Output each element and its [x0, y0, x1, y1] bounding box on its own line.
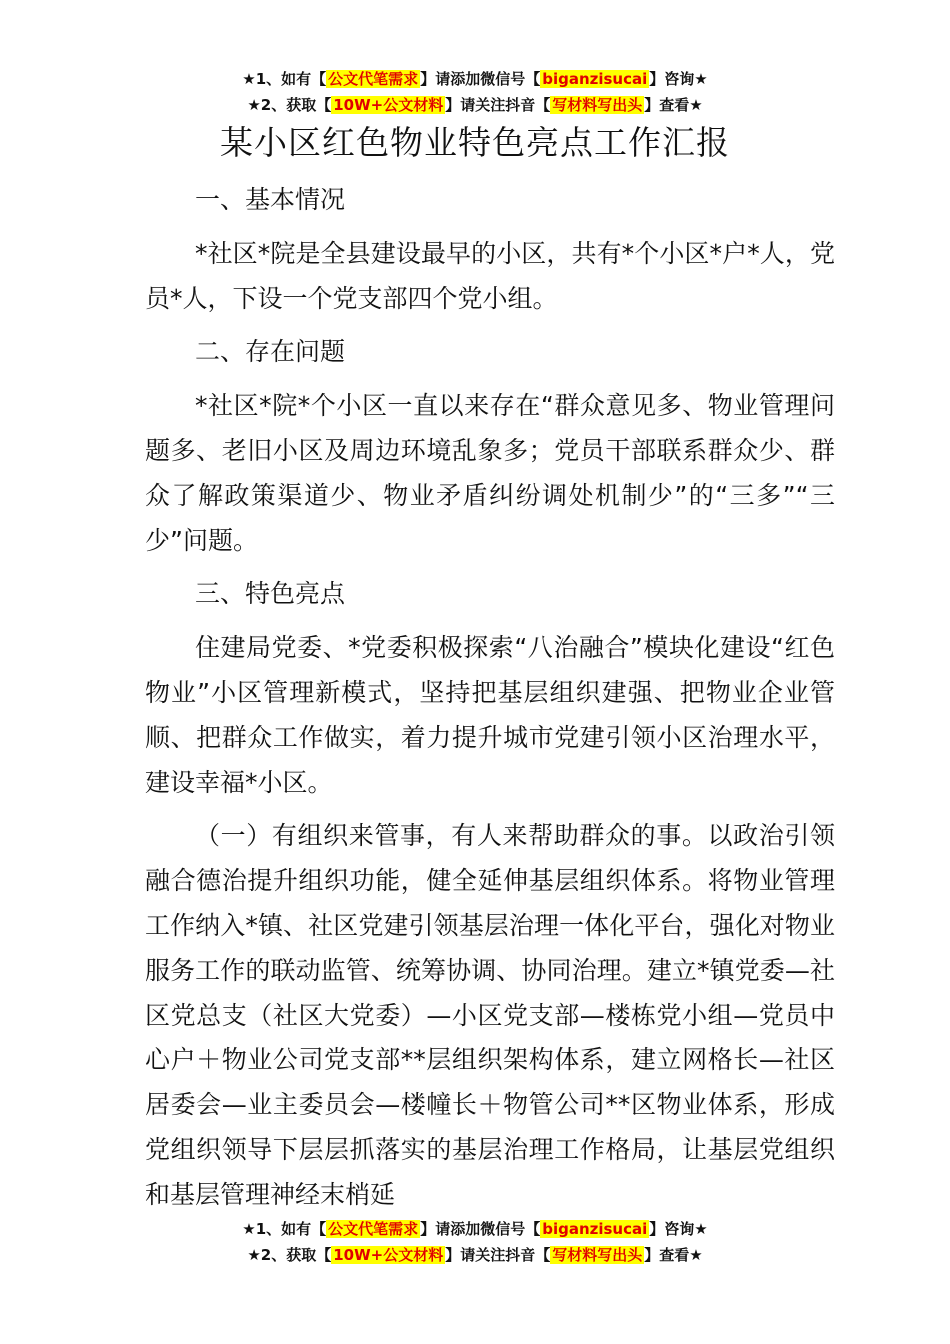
promo-banner-top	[0, 66, 950, 118]
paragraph: *社区*院*个小区一直以来存在“群众意见多、物业管理问题多、老旧小区及周边环境乱象多；党员干部联系群众少、群众了解政策渠道少、物业矛盾纠纷调处机制少”的“三多”“三少”问题。	[145, 391, 835, 555]
promo-highlight: biganzisucai	[542, 1220, 648, 1238]
paragraph: *社区*院是全县建设最早的小区，共有*个小区*户*人，党员*人，下设一个党支部四个党小组。	[145, 238, 835, 313]
promo-text: ★2、获取【	[247, 1246, 332, 1264]
promo-text: 】咨询★	[649, 1220, 708, 1238]
promo-line-2	[0, 1242, 950, 1268]
promo-highlight: 公文代笔需求	[328, 1220, 419, 1238]
promo-text: 】咨询★	[649, 70, 708, 88]
promo-text: ★1、如有【	[242, 1220, 327, 1238]
promo-highlight: biganzisucai	[542, 70, 648, 88]
promo-text: 】请关注抖音【	[445, 1246, 551, 1264]
promo-line-1	[0, 66, 950, 92]
promo-highlight: 写材料写出头	[552, 1246, 643, 1264]
promo-highlight: 10W+公文材料	[333, 1246, 444, 1264]
promo-text: 】查看★	[644, 96, 703, 114]
section-heading: 一、基本情况	[195, 185, 346, 214]
promo-line-1	[0, 1216, 950, 1242]
paragraph: （一）有组织来管事，有人来帮助群众的事。以政治引领融合德治提升组织功能，健全延伸基层组织体系。将物业管理工作纳入*镇、社区党建引领基层治理一体化平台，强化对物业服务工作的联动监管、统筹协调、协同治理。建立*镇党委—社区党总支（社区大党委）—小区党支部—楼栋党小组—党员中心户＋物业公司党支部**层组织架构体系，建立网格长—社区居委会—业主委员会—楼幢长＋物管公司**区物业体系，形成党组织领导下层层抓落实的基层治理工作格局，让基层党组织和基层管理神经末梢延	[145, 821, 835, 1209]
paragraph: 住建局党委、*党委积极探索“八治融合”模块化建设“红色物业”小区管理新模式，坚持把基层组织建强、把物业企业管顺、把群众工作做实，着力提升城市党建引领小区治理水平，建设幸福*小区。	[145, 633, 835, 797]
promo-text: 】请添加微信号【	[420, 70, 541, 88]
promo-highlight: 10W+公文材料	[333, 96, 444, 114]
section-heading: 二、存在问题	[195, 337, 346, 367]
promo-banner-bottom	[0, 1216, 950, 1268]
promo-line-2	[0, 92, 950, 118]
document-body	[145, 178, 835, 1227]
promo-text: ★1、如有【	[242, 70, 327, 88]
promo-text: ★2、获取【	[247, 96, 332, 114]
promo-text: 】请添加微信号【	[420, 1220, 541, 1238]
promo-text: 】请关注抖音【	[445, 96, 551, 114]
promo-highlight: 写材料写出头	[552, 96, 643, 114]
promo-highlight: 公文代笔需求	[328, 70, 419, 88]
section-heading: 三、特色亮点	[195, 579, 346, 609]
document-title: 某小区红色物业特色亮点工作汇报	[220, 123, 730, 162]
promo-text: 】查看★	[644, 1246, 703, 1264]
